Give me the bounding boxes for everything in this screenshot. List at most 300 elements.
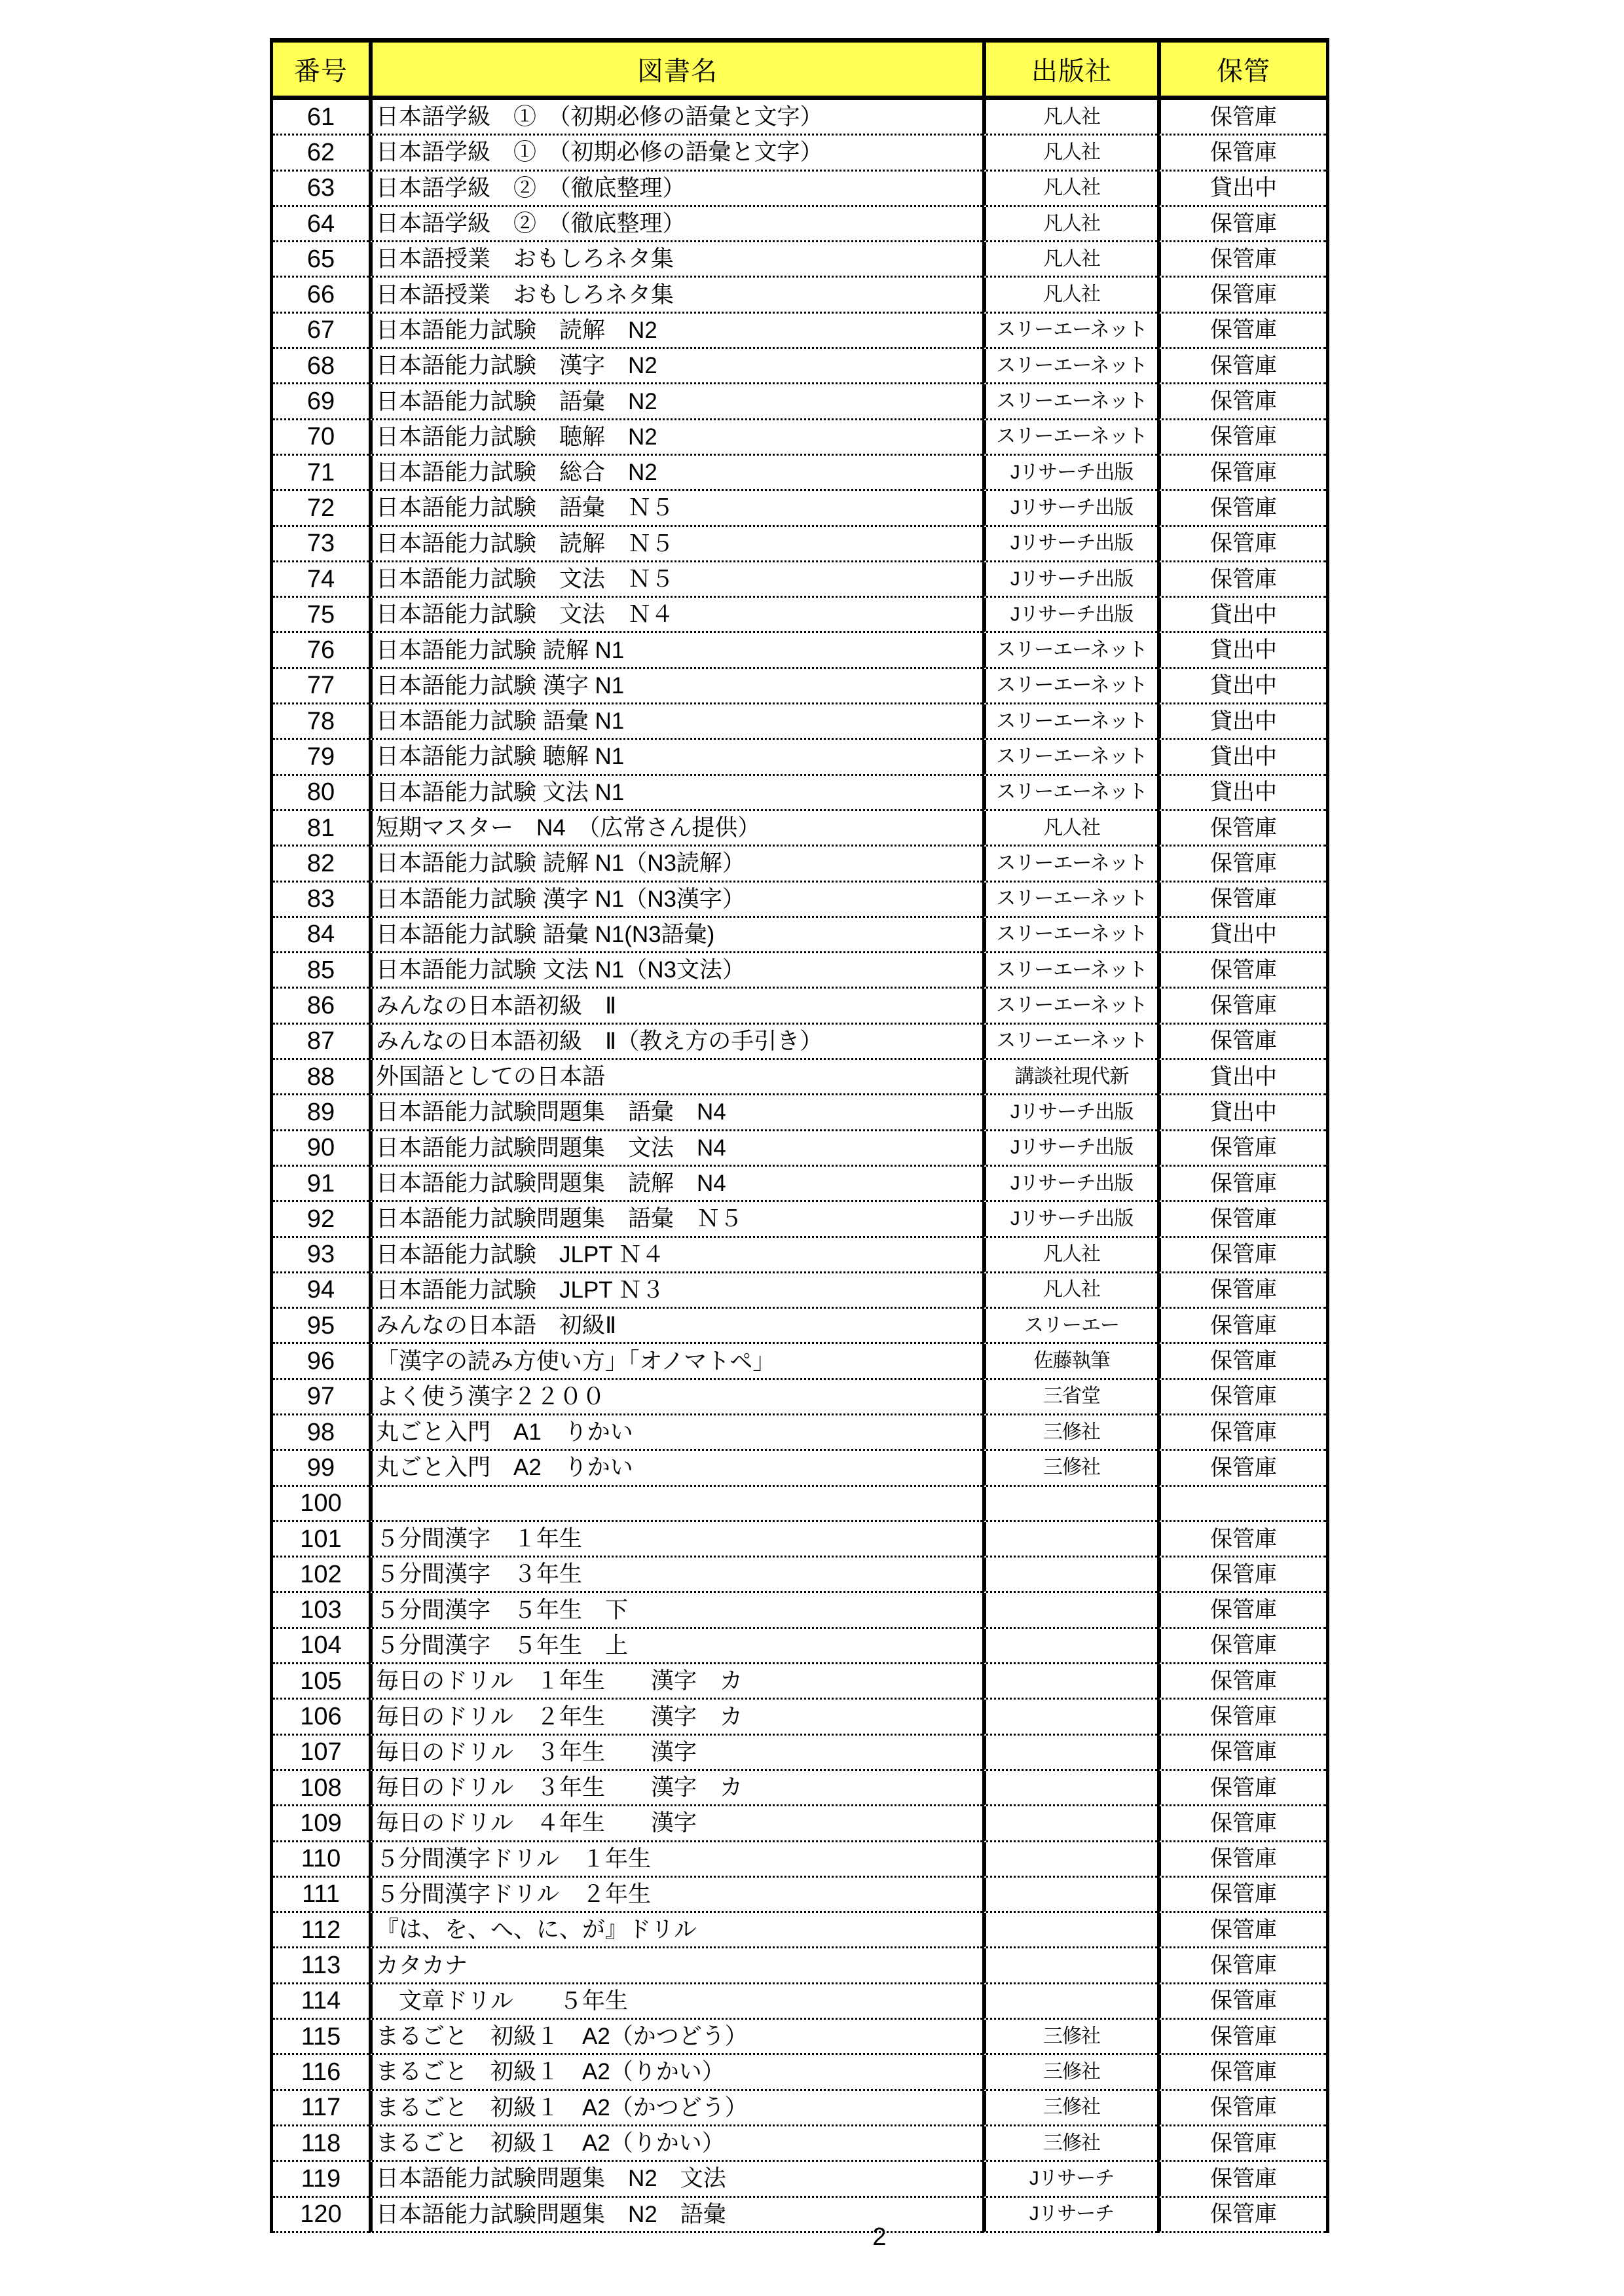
- cell-publisher: 凡人社: [982, 811, 1157, 847]
- cell-storage: 貸出中: [1157, 172, 1326, 207]
- cell-storage: 保管庫: [1157, 2091, 1326, 2126]
- cell-storage: 保管庫: [1157, 1806, 1326, 1842]
- cell-no: 119: [273, 2162, 369, 2197]
- cell-title: 短期マスター N4 （広常さん提供）: [369, 811, 982, 847]
- cell-publisher: [982, 1948, 1157, 1984]
- cell-storage: 保管庫: [1157, 1202, 1326, 1237]
- cell-storage: 保管庫: [1157, 1238, 1326, 1273]
- cell-title: 日本語能力試験 語彙 Ｎ５: [369, 491, 982, 526]
- cell-title: みんなの日本語初級 Ⅱ（教え方の手引き）: [369, 1025, 982, 1060]
- cell-no: 117: [273, 2091, 369, 2126]
- cell-no: 95: [273, 1309, 369, 1344]
- cell-storage: 保管庫: [1157, 1984, 1326, 2020]
- cell-title: 毎日のドリル ３年生 漢字 カ: [369, 1771, 982, 1806]
- cell-publisher: Jリサーチ出版: [982, 598, 1157, 633]
- cell-storage: 貸出中: [1157, 598, 1326, 633]
- cell-publisher: スリーエーネット: [982, 669, 1157, 704]
- cell-title: 日本語能力試験 読解 N1（N3読解）: [369, 847, 982, 882]
- table-row: [273, 314, 1326, 349]
- cell-title: 日本語能力試験 文法 N1（N3文法）: [369, 953, 982, 989]
- cell-publisher: 三修社: [982, 2091, 1157, 2126]
- cell-publisher: 凡人社: [982, 172, 1157, 207]
- cell-storage: 保管庫: [1157, 1593, 1326, 1628]
- table-row: [273, 1202, 1326, 1237]
- cell-publisher: 凡人社: [982, 278, 1157, 313]
- cell-publisher: 凡人社: [982, 242, 1157, 278]
- cell-no: 93: [273, 1238, 369, 1273]
- table-row: [273, 1913, 1326, 1948]
- cell-publisher: スリーエーネット: [982, 1025, 1157, 1060]
- cell-storage: 保管庫: [1157, 527, 1326, 562]
- table-row: [273, 1842, 1326, 1878]
- cell-storage: 保管庫: [1157, 2020, 1326, 2055]
- table-row: [273, 527, 1326, 562]
- cell-title: 日本語学級 ② （徹底整理）: [369, 172, 982, 207]
- cell-title: ５分間漢字ドリル ２年生: [369, 1878, 982, 1913]
- table-row: [273, 2055, 1326, 2090]
- cell-publisher: 三修社: [982, 2126, 1157, 2162]
- cell-title: みんなの日本語初級 Ⅱ: [369, 989, 982, 1024]
- cell-storage: 保管庫: [1157, 100, 1326, 136]
- cell-no: 102: [273, 1558, 369, 1593]
- cell-storage: 保管庫: [1157, 1558, 1326, 1593]
- cell-publisher: Jリサーチ出版: [982, 527, 1157, 562]
- cell-publisher: 佐藤執筆: [982, 1344, 1157, 1379]
- table-row: [273, 1451, 1326, 1486]
- cell-title: 『は、を、へ、に、が』ドリル: [369, 1913, 982, 1948]
- cell-no: 72: [273, 491, 369, 526]
- cell-storage: 保管庫: [1157, 989, 1326, 1024]
- cell-title: 日本語能力試験 読解 Ｎ５: [369, 527, 982, 562]
- table-row: [273, 1238, 1326, 1273]
- cell-no: 110: [273, 1842, 369, 1878]
- cell-storage: 保管庫: [1157, 883, 1326, 918]
- cell-title: みんなの日本語 初級Ⅱ: [369, 1309, 982, 1344]
- table-row: [273, 918, 1326, 953]
- cell-publisher: スリーエーネット: [982, 883, 1157, 918]
- cell-publisher: [982, 1522, 1157, 1558]
- table-row: [273, 776, 1326, 811]
- cell-no: 94: [273, 1273, 369, 1309]
- cell-title: 日本語能力試験 文法 N1: [369, 776, 982, 811]
- cell-storage: 保管庫: [1157, 1878, 1326, 1913]
- header-publisher: 出版社: [982, 43, 1157, 100]
- cell-publisher: Jリサーチ出版: [982, 456, 1157, 491]
- cell-storage: 保管庫: [1157, 1344, 1326, 1379]
- cell-no: 64: [273, 207, 369, 242]
- cell-title: 文章ドリル ５年生: [369, 1984, 982, 2020]
- cell-title: まるごと 初級１ A2（りかい）: [369, 2055, 982, 2090]
- cell-title: 毎日のドリル ２年生 漢字 カ: [369, 1700, 982, 1735]
- table-row: [273, 1629, 1326, 1664]
- cell-no: 68: [273, 349, 369, 384]
- cell-no: 87: [273, 1025, 369, 1060]
- cell-no: 118: [273, 2126, 369, 2162]
- cell-no: 70: [273, 420, 369, 456]
- cell-title: 日本語能力試験 聴解 N1: [369, 740, 982, 775]
- cell-storage: 保管庫: [1157, 1415, 1326, 1451]
- table-row: [273, 1522, 1326, 1558]
- cell-storage: 保管庫: [1157, 2126, 1326, 2162]
- table-row: [273, 1984, 1326, 2020]
- cell-storage: 保管庫: [1157, 2162, 1326, 2197]
- cell-storage: 保管庫: [1157, 1842, 1326, 1878]
- table-row: [273, 384, 1326, 420]
- cell-title: まるごと 初級１ A2（かつどう）: [369, 2020, 982, 2055]
- table-row: [273, 1593, 1326, 1628]
- cell-storage: 貸出中: [1157, 633, 1326, 668]
- cell-no: 76: [273, 633, 369, 668]
- table-row: [273, 172, 1326, 207]
- cell-publisher: Jリサーチ出版: [982, 491, 1157, 526]
- cell-publisher: Jリサーチ出版: [982, 562, 1157, 598]
- cell-storage: 保管庫: [1157, 1736, 1326, 1771]
- cell-no: 67: [273, 314, 369, 349]
- book-table-body: [273, 100, 1326, 2233]
- cell-title: 「漢字の読み方使い方」「オノマトペ」: [369, 1344, 982, 1379]
- table-row: [273, 420, 1326, 456]
- cell-publisher: 講談社現代新: [982, 1060, 1157, 1095]
- cell-title: 毎日のドリル １年生 漢字 カ: [369, 1664, 982, 1700]
- cell-storage: 保管庫: [1157, 349, 1326, 384]
- table-row: [273, 953, 1326, 989]
- cell-storage: 保管庫: [1157, 1273, 1326, 1309]
- cell-storage: 保管庫: [1157, 278, 1326, 313]
- cell-storage: 保管庫: [1157, 1167, 1326, 1202]
- cell-title: 日本語能力試験問題集 N2 文法: [369, 2162, 982, 2197]
- cell-publisher: スリーエーネット: [982, 776, 1157, 811]
- cell-publisher: [982, 1913, 1157, 1948]
- table-header-row: [273, 43, 1326, 100]
- table-row: [273, 598, 1326, 633]
- cell-publisher: Jリサーチ出版: [982, 1095, 1157, 1131]
- table-row: [273, 1167, 1326, 1202]
- cell-no: 98: [273, 1415, 369, 1451]
- cell-publisher: スリーエーネット: [982, 740, 1157, 775]
- cell-storage: 保管庫: [1157, 847, 1326, 882]
- cell-no: 83: [273, 883, 369, 918]
- cell-publisher: Jリサーチ出版: [982, 1202, 1157, 1237]
- cell-no: 90: [273, 1131, 369, 1167]
- cell-no: 112: [273, 1913, 369, 1948]
- cell-storage: 保管庫: [1157, 1664, 1326, 1700]
- cell-title: 日本語学級 ② （徹底整理）: [369, 207, 982, 242]
- cell-no: 120: [273, 2198, 369, 2233]
- cell-title: 日本語能力試験 語彙 N1: [369, 704, 982, 740]
- cell-no: 115: [273, 2020, 369, 2055]
- table-row: [273, 1309, 1326, 1344]
- cell-publisher: [982, 1736, 1157, 1771]
- table-row: [273, 456, 1326, 491]
- book-inventory-table: [270, 38, 1329, 2233]
- cell-title: 日本語能力試験 JLPT Ｎ４: [369, 1238, 982, 1273]
- table-row: [273, 1700, 1326, 1735]
- cell-storage: 貸出中: [1157, 776, 1326, 811]
- cell-publisher: スリーエー: [982, 1309, 1157, 1344]
- cell-publisher: スリーエーネット: [982, 384, 1157, 420]
- cell-no: 84: [273, 918, 369, 953]
- cell-no: 69: [273, 384, 369, 420]
- cell-publisher: [982, 1629, 1157, 1664]
- cell-storage: 保管庫: [1157, 1913, 1326, 1948]
- table-row: [273, 989, 1326, 1024]
- table-row: [273, 1948, 1326, 1984]
- cell-publisher: [982, 1593, 1157, 1628]
- cell-publisher: 三修社: [982, 1451, 1157, 1486]
- cell-no: 79: [273, 740, 369, 775]
- cell-publisher: [982, 1878, 1157, 1913]
- cell-storage: 保管庫: [1157, 811, 1326, 847]
- table-row: [273, 100, 1326, 136]
- table-row: [273, 1806, 1326, 1842]
- cell-no: 63: [273, 172, 369, 207]
- cell-no: 109: [273, 1806, 369, 1842]
- cell-storage: 保管庫: [1157, 1131, 1326, 1167]
- cell-title: 日本語能力試験 漢字 N2: [369, 349, 982, 384]
- cell-publisher: [982, 1842, 1157, 1878]
- cell-publisher: 三修社: [982, 2055, 1157, 2090]
- cell-title: ５分間漢字 ５年生 上: [369, 1629, 982, 1664]
- cell-storage: 保管庫: [1157, 242, 1326, 278]
- cell-storage: 保管庫: [1157, 207, 1326, 242]
- header-number: 番号: [273, 43, 369, 100]
- table-row: [273, 811, 1326, 847]
- cell-publisher: 凡人社: [982, 136, 1157, 171]
- cell-storage: 保管庫: [1157, 1629, 1326, 1664]
- cell-title: まるごと 初級１ A2（かつどう）: [369, 2091, 982, 2126]
- cell-no: 71: [273, 456, 369, 491]
- cell-title: 日本語能力試験 語彙 N2: [369, 384, 982, 420]
- header-title: 図書名: [369, 43, 982, 100]
- cell-storage: 保管庫: [1157, 1522, 1326, 1558]
- cell-title: 日本語学級 ① （初期必修の語彙と文字）: [369, 136, 982, 171]
- cell-publisher: Jリサーチ出版: [982, 1131, 1157, 1167]
- cell-storage: 保管庫: [1157, 953, 1326, 989]
- cell-title: 日本語能力試験問題集 語彙 Ｎ５: [369, 1202, 982, 1237]
- cell-publisher: 凡人社: [982, 1273, 1157, 1309]
- cell-publisher: スリーエーネット: [982, 633, 1157, 668]
- cell-publisher: 凡人社: [982, 100, 1157, 136]
- cell-no: 65: [273, 242, 369, 278]
- cell-publisher: スリーエーネット: [982, 918, 1157, 953]
- cell-storage: 保管庫: [1157, 491, 1326, 526]
- cell-storage: 保管庫: [1157, 2055, 1326, 2090]
- cell-title: 丸ごと入門 A2 りかい: [369, 1451, 982, 1486]
- cell-publisher: 三修社: [982, 1415, 1157, 1451]
- cell-no: 75: [273, 598, 369, 633]
- table-row: [273, 1095, 1326, 1131]
- cell-storage: 保管庫: [1157, 1380, 1326, 1415]
- cell-no: 108: [273, 1771, 369, 1806]
- cell-publisher: スリーエーネット: [982, 704, 1157, 740]
- cell-title: ５分間漢字ドリル １年生: [369, 1842, 982, 1878]
- cell-no: 103: [273, 1593, 369, 1628]
- cell-title: 日本語能力試験 漢字 N1: [369, 669, 982, 704]
- table-row: [273, 278, 1326, 313]
- table-row: [273, 1344, 1326, 1379]
- cell-storage: 保管庫: [1157, 1309, 1326, 1344]
- table-row: [273, 2198, 1326, 2233]
- header-storage: 保管: [1157, 43, 1326, 100]
- cell-no: 107: [273, 1736, 369, 1771]
- cell-storage: 貸出中: [1157, 1060, 1326, 1095]
- cell-title: 日本語能力試験 文法 Ｎ５: [369, 562, 982, 598]
- cell-publisher: [982, 1984, 1157, 2020]
- cell-publisher: スリーエーネット: [982, 420, 1157, 456]
- cell-title: 日本語能力試験問題集 文法 N4: [369, 1131, 982, 1167]
- cell-no: 86: [273, 989, 369, 1024]
- table-row: [273, 883, 1326, 918]
- cell-publisher: 凡人社: [982, 207, 1157, 242]
- cell-no: 78: [273, 704, 369, 740]
- cell-title: 日本語能力試験 文法 Ｎ４: [369, 598, 982, 633]
- cell-title: 日本語能力試験 総合 N2: [369, 456, 982, 491]
- cell-publisher: [982, 1558, 1157, 1593]
- cell-title: 日本語授業 おもしろネタ集: [369, 242, 982, 278]
- cell-title: ５分間漢字 １年生: [369, 1522, 982, 1558]
- cell-publisher: Jリサーチ出版: [982, 1167, 1157, 1202]
- cell-no: 100: [273, 1487, 369, 1522]
- cell-no: 73: [273, 527, 369, 562]
- cell-storage: 保管庫: [1157, 314, 1326, 349]
- cell-no: 74: [273, 562, 369, 598]
- cell-storage: 保管庫: [1157, 1771, 1326, 1806]
- cell-title: 日本語能力試験 聴解 N2: [369, 420, 982, 456]
- cell-no: 82: [273, 847, 369, 882]
- page-number: 2: [872, 2223, 887, 2251]
- cell-no: 89: [273, 1095, 369, 1131]
- cell-title: 外国語としての日本語: [369, 1060, 982, 1095]
- cell-storage: 貸出中: [1157, 918, 1326, 953]
- table-row: [273, 207, 1326, 242]
- table-row: [273, 1771, 1326, 1806]
- table-row: [273, 1487, 1326, 1522]
- table-row: [273, 2162, 1326, 2197]
- cell-no: 85: [273, 953, 369, 989]
- cell-title: 毎日のドリル ４年生 漢字: [369, 1806, 982, 1842]
- table-row: [273, 1273, 1326, 1309]
- cell-no: 92: [273, 1202, 369, 1237]
- cell-no: 105: [273, 1664, 369, 1700]
- cell-title: ５分間漢字 ５年生 下: [369, 1593, 982, 1628]
- table-row: [273, 669, 1326, 704]
- cell-title: 日本語能力試験問題集 読解 N4: [369, 1167, 982, 1202]
- table-row: [273, 1736, 1326, 1771]
- table-row: [273, 1025, 1326, 1060]
- cell-no: 106: [273, 1700, 369, 1735]
- table-row: [273, 1131, 1326, 1167]
- table-row: [273, 633, 1326, 668]
- cell-title: 日本語学級 ① （初期必修の語彙と文字）: [369, 100, 982, 136]
- cell-title: よく使う漢字２２００: [369, 1380, 982, 1415]
- cell-no: 97: [273, 1380, 369, 1415]
- cell-storage: 保管庫: [1157, 384, 1326, 420]
- cell-no: 80: [273, 776, 369, 811]
- table-row: [273, 847, 1326, 882]
- cell-storage: 保管庫: [1157, 456, 1326, 491]
- cell-publisher: 三修社: [982, 2020, 1157, 2055]
- cell-storage: 貸出中: [1157, 669, 1326, 704]
- cell-publisher: 凡人社: [982, 1238, 1157, 1273]
- table-row: [273, 740, 1326, 775]
- cell-publisher: スリーエーネット: [982, 349, 1157, 384]
- table-row: [273, 1060, 1326, 1095]
- cell-storage: 保管庫: [1157, 2198, 1326, 2233]
- cell-no: 113: [273, 1948, 369, 1984]
- cell-title: カタカナ: [369, 1948, 982, 1984]
- cell-no: 61: [273, 100, 369, 136]
- cell-storage: 貸出中: [1157, 704, 1326, 740]
- table-row: [273, 242, 1326, 278]
- cell-title: 丸ごと入門 A1 りかい: [369, 1415, 982, 1451]
- cell-publisher: [982, 1806, 1157, 1842]
- table-row: [273, 2091, 1326, 2126]
- cell-no: 77: [273, 669, 369, 704]
- cell-title: 日本語能力試験 語彙 N1(N3語彙): [369, 918, 982, 953]
- table-row: [273, 136, 1326, 171]
- table-row: [273, 1558, 1326, 1593]
- cell-title: 日本語能力試験 漢字 N1（N3漢字）: [369, 883, 982, 918]
- cell-no: 96: [273, 1344, 369, 1379]
- cell-title: 日本語能力試験 読解 N2: [369, 314, 982, 349]
- cell-publisher: [982, 1771, 1157, 1806]
- cell-publisher: [982, 1700, 1157, 1735]
- cell-storage: 保管庫: [1157, 1948, 1326, 1984]
- cell-publisher: Jリサーチ: [982, 2162, 1157, 2197]
- cell-title: まるごと 初級１ A2（りかい）: [369, 2126, 982, 2162]
- cell-publisher: [982, 1664, 1157, 1700]
- cell-no: 81: [273, 811, 369, 847]
- cell-no: 91: [273, 1167, 369, 1202]
- table-row: [273, 1415, 1326, 1451]
- cell-title: 毎日のドリル ３年生 漢字: [369, 1736, 982, 1771]
- cell-no: 88: [273, 1060, 369, 1095]
- cell-publisher: スリーエーネット: [982, 989, 1157, 1024]
- cell-publisher: スリーエーネット: [982, 953, 1157, 989]
- cell-title: 日本語授業 おもしろネタ集: [369, 278, 982, 313]
- cell-no: 101: [273, 1522, 369, 1558]
- table-row: [273, 1878, 1326, 1913]
- cell-storage: [1157, 1487, 1326, 1522]
- cell-storage: 保管庫: [1157, 420, 1326, 456]
- table-row: [273, 704, 1326, 740]
- table-row: [273, 2020, 1326, 2055]
- table-row: [273, 491, 1326, 526]
- table-row: [273, 2126, 1326, 2162]
- cell-publisher: スリーエーネット: [982, 314, 1157, 349]
- cell-storage: 貸出中: [1157, 740, 1326, 775]
- cell-no: 62: [273, 136, 369, 171]
- cell-publisher: 三省堂: [982, 1380, 1157, 1415]
- table-row: [273, 562, 1326, 598]
- table-row: [273, 1664, 1326, 1700]
- cell-storage: 保管庫: [1157, 1451, 1326, 1486]
- cell-storage: 保管庫: [1157, 1700, 1326, 1735]
- cell-no: 114: [273, 1984, 369, 2020]
- cell-title: ５分間漢字 ３年生: [369, 1558, 982, 1593]
- table-row: [273, 349, 1326, 384]
- cell-title: 日本語能力試験 読解 N1: [369, 633, 982, 668]
- cell-no: 99: [273, 1451, 369, 1486]
- cell-storage: 貸出中: [1157, 1095, 1326, 1131]
- cell-title: 日本語能力試験問題集 N2 語彙: [369, 2198, 982, 2233]
- cell-storage: 保管庫: [1157, 136, 1326, 171]
- cell-title: 日本語能力試験 JLPT Ｎ３: [369, 1273, 982, 1309]
- table-row: [273, 1380, 1326, 1415]
- cell-storage: 保管庫: [1157, 1025, 1326, 1060]
- cell-publisher: スリーエーネット: [982, 847, 1157, 882]
- cell-no: 111: [273, 1878, 369, 1913]
